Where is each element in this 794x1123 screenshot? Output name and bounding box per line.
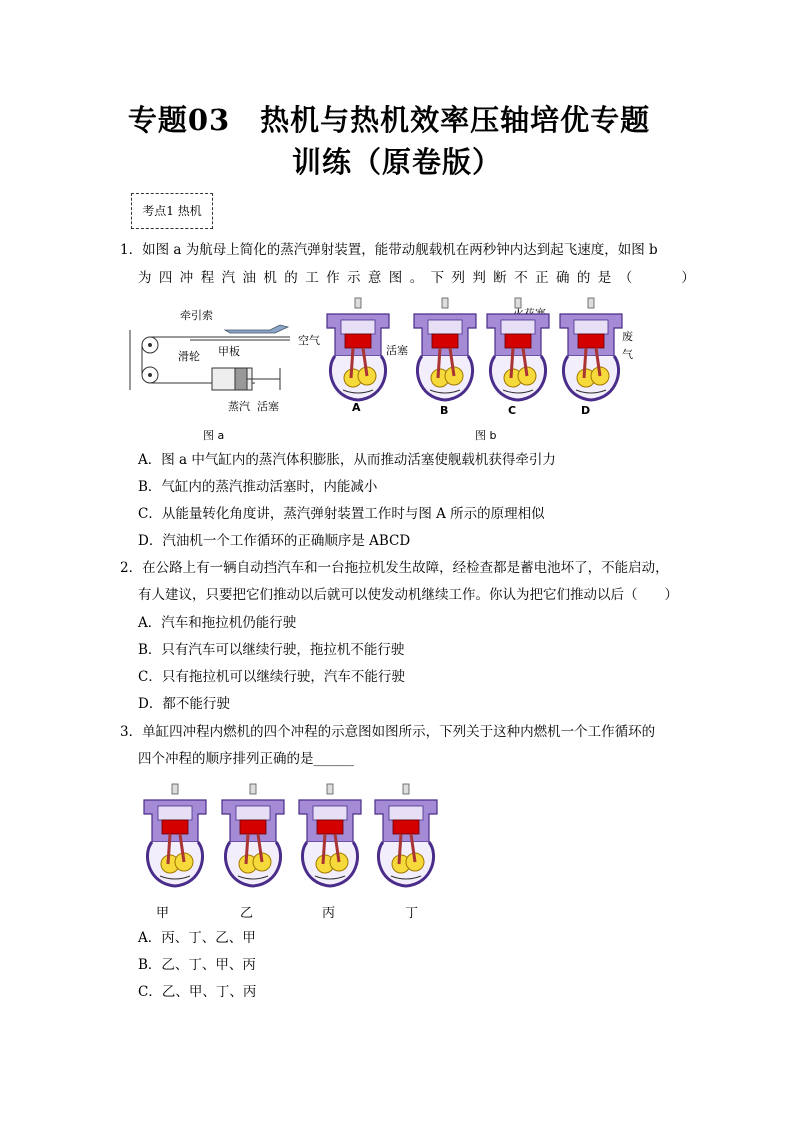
- engine-name-ding: 丁: [405, 906, 419, 921]
- fig-a-label-deck: 甲板: [218, 345, 240, 358]
- engine-figure-b-2: [483, 298, 553, 403]
- engine-figure-q3-0: [140, 784, 210, 889]
- engine-figure-q3-2: [295, 784, 365, 889]
- q2-option-c: C．只有拖拉机可以继续行驶，汽车不能行驶: [138, 669, 405, 685]
- fig-a-label-steam: 蒸汽: [228, 400, 250, 413]
- engine-figure-b-3: [556, 298, 626, 403]
- q1-stem-line1: 1．如图 a 为航母上简化的蒸汽弹射装置，能带动舰载机在两秒钟内达到起飞速度，如图 b: [120, 242, 658, 258]
- page-title-line1: 专题03 热机与热机效率压轴培优专题: [127, 103, 651, 137]
- engine-figure-q3-3: [371, 784, 441, 889]
- fig-b-label-exhaust1: 废: [622, 330, 633, 343]
- fig-b-caption: 图 b: [475, 429, 497, 442]
- fig-a-label-rope: 牵引索: [180, 309, 213, 322]
- fig-a-label-pulley: 滑轮: [178, 350, 200, 363]
- engine-letter-c: C: [508, 404, 517, 417]
- q3-stem-line2: 四个冲程的顺序排列正确的是______: [138, 751, 354, 767]
- fig-a-label-piston: 活塞: [257, 400, 279, 413]
- q1-option-c: C．从能量转化角度讲，蒸汽弹射装置工作时与图 A 所示的原理相似: [138, 506, 545, 522]
- fig-b-label-exhaust2: 气: [622, 348, 633, 361]
- page-title-line2: 训练（原卷版）: [291, 145, 502, 179]
- engine-name-bing: 丙: [322, 906, 336, 921]
- q1-option-a: A．图 a 中气缸内的蒸汽体积膨胀，从而推动活塞使舰载机获得牵引力: [138, 452, 556, 468]
- q2-stem-line1: 2．在公路上有一辆自动挡汽车和一台拖拉机发生故障，经检查都是蓄电池坏了，不能启动，: [120, 560, 669, 576]
- q1-option-b: B．气缸内的蒸汽推动活塞时，内能减小: [138, 479, 378, 495]
- q3-option-a: A．丙、丁、乙、甲: [138, 930, 256, 946]
- q1-stem-line2: 为四冲程汽油机的工作示意图。下列判断不正确的是（ ）: [138, 270, 703, 286]
- engine-letter-d: D: [581, 404, 591, 417]
- engine-figure-q3-1: [218, 784, 288, 889]
- fig-b-label-piston: 活塞: [386, 344, 408, 357]
- q2-stem-line2: 有人建议，只要把它们推动以后就可以使发动机继续工作。你认为把它们推动以后（ ）: [138, 587, 678, 603]
- q1-option-d: D．汽油机一个工作循环的正确顺序是 ABCD: [138, 533, 411, 549]
- engine-figure-b-1: [410, 298, 480, 403]
- q2-option-d: D．都不能行驶: [138, 696, 230, 712]
- q3-stem-line1: 3．单缸四冲程内燃机的四个冲程的示意图如图所示，下列关于这种内燃机一个工作循环的: [120, 724, 656, 740]
- q2-option-a: A．汽车和拖拉机仍能行驶: [138, 615, 297, 631]
- fig-a-caption: 图 a: [203, 429, 225, 442]
- q3-option-c: C．乙、甲、丁、丙: [138, 984, 257, 1000]
- engine-name-yi: 乙: [240, 906, 254, 921]
- fig-b-label-air: 空气: [298, 334, 320, 347]
- q2-option-b: B．只有汽车可以继续行驶，拖拉机不能行驶: [138, 642, 405, 658]
- engine-letter-a: A: [352, 401, 361, 414]
- engine-name-jia: 甲: [156, 906, 170, 921]
- engine-figure-b-0: [323, 298, 393, 403]
- section-label: 考点1 热机: [131, 193, 213, 229]
- q3-option-b: B．乙、丁、甲、丙: [138, 957, 256, 973]
- engine-letter-b: B: [440, 404, 449, 417]
